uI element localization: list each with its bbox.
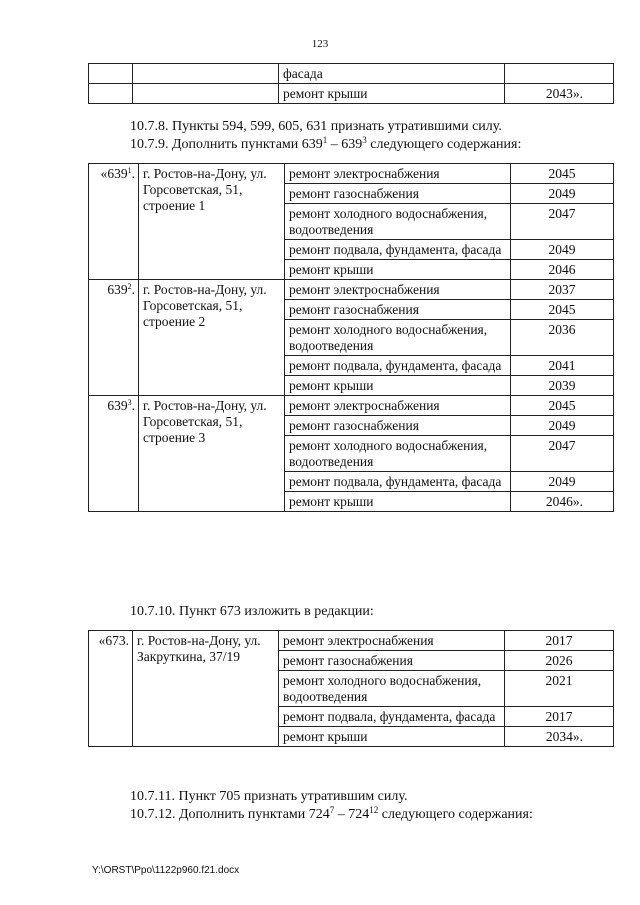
- year-cell: 2034».: [505, 727, 614, 747]
- paragraph-10-7-10: 10.7.10. Пункт 673 изложить в редакции:: [130, 604, 374, 619]
- item-number-suffix: .: [131, 166, 135, 181]
- item-number-suffix: .: [131, 282, 135, 297]
- address-cell: г. Ростов-на-Дону, ул. Горсоветская, 51, строение 2: [139, 280, 285, 396]
- year-cell: 2049: [511, 184, 614, 204]
- work-type-cell: ремонт газоснабжения: [279, 651, 505, 671]
- work-type-cell: ремонт электроснабжения: [285, 164, 511, 184]
- year-cell: 2045: [511, 164, 614, 184]
- item-number-superscript: 3: [127, 398, 132, 407]
- year-cell: 2045: [511, 300, 614, 320]
- item-number: «673.: [98, 633, 129, 648]
- address-cell: г. Ростов-на-Дону, ул. Закруткина, 37/19: [133, 631, 279, 747]
- work-type-cell: ремонт электроснабжения: [285, 280, 511, 300]
- address-cell: г. Ростов-на-Дону, ул. Горсоветская, 51, строение 3: [139, 396, 285, 512]
- year-cell: 2047: [511, 204, 614, 240]
- paragraph-10-7-12: 10.7.12. Дополнить пунктами $724^7 - 724^{12}$ следующего содержания:: [130, 805, 533, 822]
- year-cell: 2021: [505, 671, 614, 707]
- continued-table: [88, 63, 614, 104]
- item-number-cell: [89, 164, 139, 280]
- page-number: 123: [311, 38, 329, 50]
- work-type-cell: ремонт электроснабжения: [285, 396, 511, 416]
- work-type-cell: фасада: [279, 64, 505, 84]
- address-cell: [133, 84, 279, 104]
- item-number-superscript: 1: [127, 166, 132, 175]
- year-cell: 2049: [511, 472, 614, 492]
- work-type-cell: ремонт газоснабжения: [285, 184, 511, 204]
- year-cell: 2036: [511, 320, 614, 356]
- work-type-cell: ремонт крыши: [285, 260, 511, 280]
- work-type-cell: ремонт крыши: [285, 376, 511, 396]
- paragraph-10-7-8: 10.7.8. Пункты 594, 599, 605, 631 признать утратившими силу.: [130, 119, 502, 134]
- year-cell: [505, 64, 614, 84]
- table-row: [89, 164, 614, 184]
- file-path-footer: Y:\ORST\Ppo\1122p960.f21.docx: [92, 865, 240, 876]
- year-cell: 2017: [505, 707, 614, 727]
- table-row: [89, 64, 614, 84]
- year-cell: 2045: [511, 396, 614, 416]
- work-type-cell: ремонт крыши: [285, 492, 511, 512]
- work-type-cell: ремонт крыши: [279, 727, 505, 747]
- year-cell: 2017: [505, 631, 614, 651]
- items-639-table: [88, 163, 614, 512]
- item-number-superscript: 2: [127, 282, 132, 291]
- work-type-cell: ремонт электроснабжения: [279, 631, 505, 651]
- table-row: [89, 280, 614, 300]
- year-cell: 2037: [511, 280, 614, 300]
- year-cell: 2047: [511, 436, 614, 472]
- work-type-cell: ремонт холодного водоснабжения, водоотведения: [285, 436, 511, 472]
- number-cell: [89, 84, 133, 104]
- address-cell: г. Ростов-на-Дону, ул. Горсоветская, 51, строение 1: [139, 164, 285, 280]
- number-cell: [89, 64, 133, 84]
- item-number: «639: [100, 166, 128, 181]
- item-number: 639: [107, 282, 128, 297]
- work-type-cell: ремонт газоснабжения: [285, 300, 511, 320]
- work-type-cell: ремонт подвала, фундамента, фасада: [285, 472, 511, 492]
- item-673-table: [88, 630, 614, 747]
- year-cell: 2026: [505, 651, 614, 671]
- year-cell: 2049: [511, 240, 614, 260]
- address-cell: [133, 64, 279, 84]
- year-cell: 2043».: [505, 84, 614, 104]
- work-type-cell: ремонт газоснабжения: [285, 416, 511, 436]
- paragraph-10-7-11: 10.7.11. Пункт 705 признать утратившим силу.: [130, 789, 408, 804]
- table-row: [89, 631, 614, 651]
- item-number-suffix: .: [131, 398, 135, 413]
- work-type-cell: ремонт подвала, фундамента, фасада: [285, 356, 511, 376]
- year-cell: 2046».: [511, 492, 614, 512]
- item-number-cell: [89, 280, 139, 396]
- table-row: [89, 84, 614, 104]
- work-type-cell: ремонт холодного водоснабжения, водоотведения: [285, 320, 511, 356]
- work-type-cell: ремонт холодного водоснабжения, водоотведения: [279, 671, 505, 707]
- table-row: [89, 396, 614, 416]
- item-number: 639: [107, 398, 128, 413]
- paragraph-10-7-9: 10.7.9. Дополнить пунктами $639^1 - 639^3$ следующего содержания:: [130, 135, 522, 152]
- item-number-cell: [89, 631, 133, 747]
- work-type-cell: ремонт крыши: [279, 84, 505, 104]
- item-number-cell: [89, 396, 139, 512]
- work-type-cell: ремонт подвала, фундамента, фасада: [279, 707, 505, 727]
- year-cell: 2049: [511, 416, 614, 436]
- work-type-cell: ремонт подвала, фундамента, фасада: [285, 240, 511, 260]
- year-cell: 2039: [511, 376, 614, 396]
- work-type-cell: ремонт холодного водоснабжения, водоотведения: [285, 204, 511, 240]
- year-cell: 2046: [511, 260, 614, 280]
- year-cell: 2041: [511, 356, 614, 376]
